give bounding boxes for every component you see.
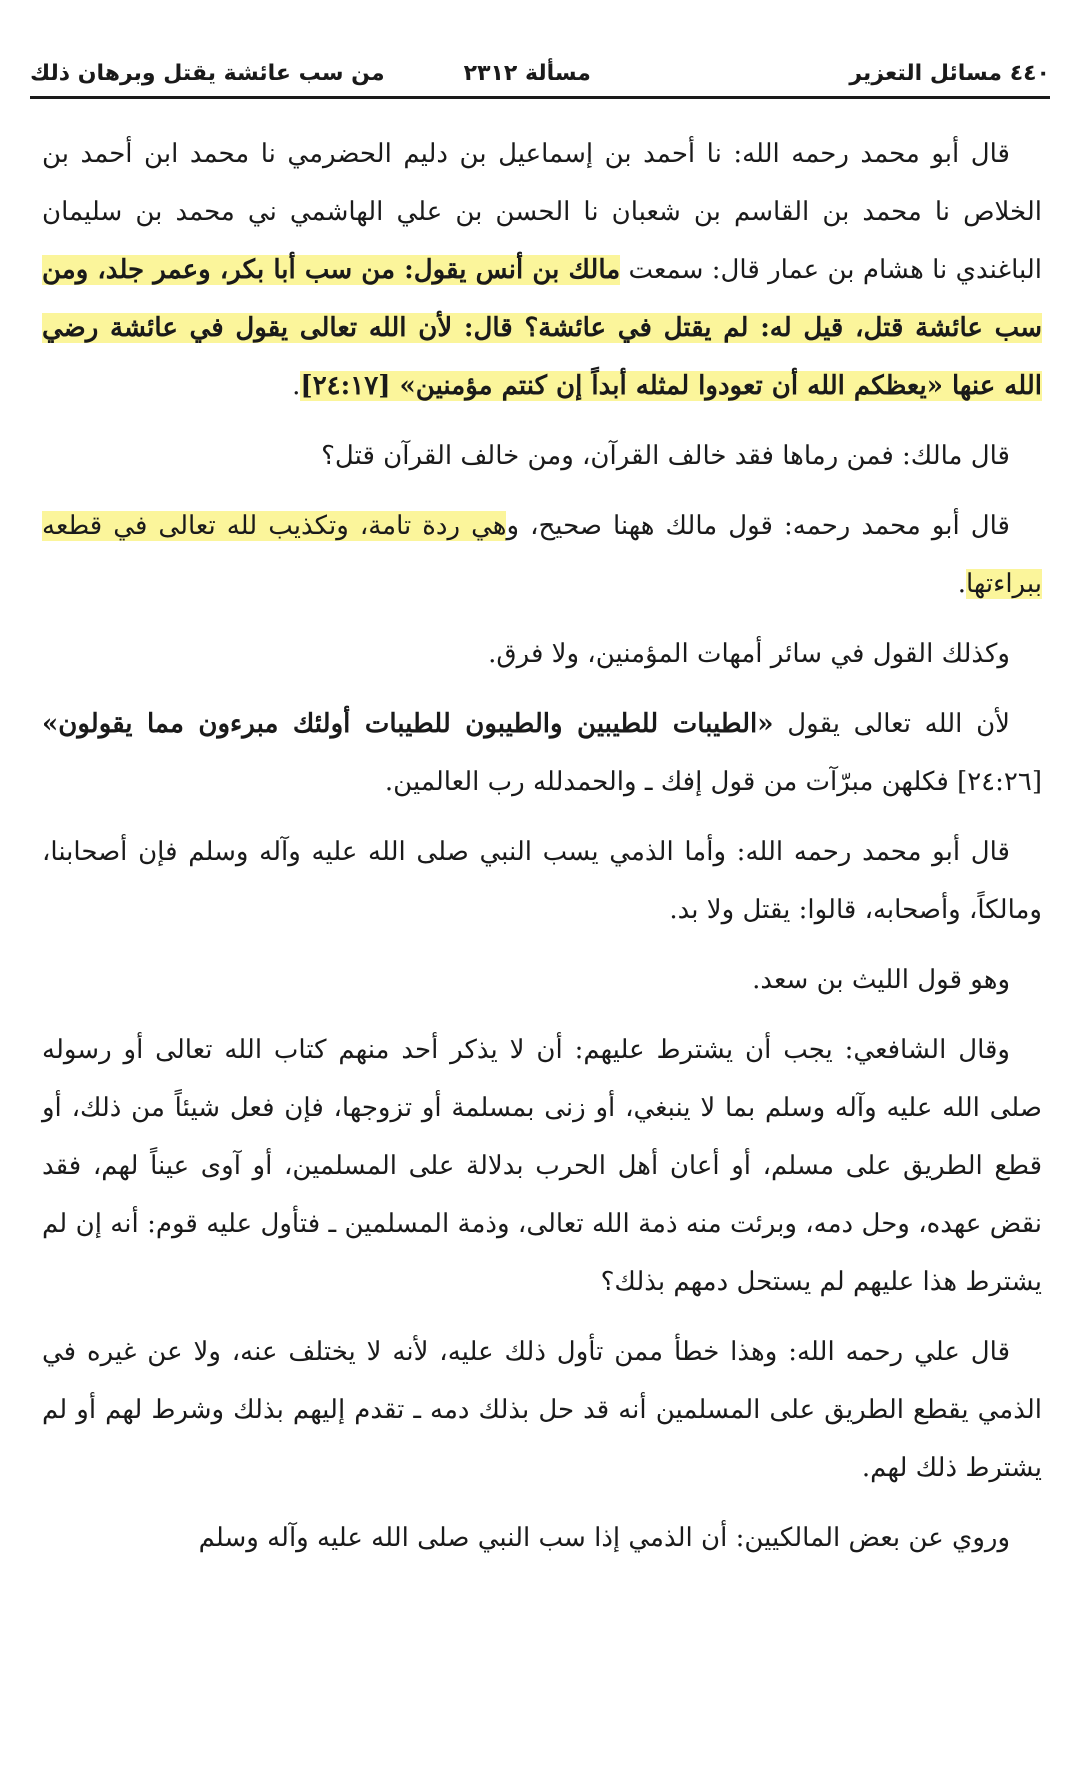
- paragraph-5-rest: [٢٤:٢٦] فكلهن مبرّآت من قول إفك ـ والحمدلله رب العالمين.: [384, 767, 1042, 797]
- paragraph-10: وروي عن بعض المالكيين: أن الذمي إذا سب النبي صلى الله عليه وآله وسلم: [198, 1523, 1010, 1553]
- paragraph-3-end: .: [957, 569, 966, 599]
- header-topic: من سب عائشة يقتل وبرهان ذلك: [30, 60, 385, 86]
- highlighted-quote-malik: مالك بن أنس يقول: من سب أبا بكر، وعمر جلد، ومن سب عائشة قتل، قيل له: لم يقتل في عائشة؟ قال: لأن الله تعالى يقول في عائشة رضي الله عنها «يعظكم الله أن تعودوا لمثله أبداً إن كنتم مؤمنين» [٢٤:١٧]: [42, 255, 1042, 401]
- paragraph-1-text: قال أبو محمد رحمه الله: نا أحمد بن إسماعيل بن دليم الحضرمي نا محمد ابن أحمد بن الخلاص نا محمد بن القاسم بن شعبان نا الحسن بن علي الهاشمي ني محمد بن سليمان الباغندي نا هشام بن عمار قال: سمعت: [42, 139, 1042, 285]
- paragraph-9: قال علي رحمه الله: وهذا خطأ ممن تأول ذلك عليه، لأنه لا يختلف عنه، ولا عن غيره في الذمي يقطع الطريق على المسلمين أنه قد حل بذلك دمه ـ تقدم إليهم بذلك وشرط لهم أو لم يشترط ذلك لهم.: [42, 1337, 1042, 1483]
- paragraph-1-end: .: [292, 371, 301, 401]
- quran-verse: «الطيبات للطيبين والطيبون للطيبات أولئك مبرءون مما يقولون»: [42, 709, 774, 739]
- page-body: [42, 125, 1042, 1579]
- page-header: [30, 50, 1050, 99]
- paragraph-4: وكذلك القول في سائر أمهات المؤمنين، ولا فرق.: [488, 639, 1010, 669]
- paragraph-5: [42, 695, 1042, 811]
- highlighted-ruling: هي ردة تامة، وتكذيب لله تعالى في قطعه ببراءتها: [42, 511, 1042, 599]
- paragraph-7: وهو قول الليث بن سعد.: [752, 965, 1010, 995]
- paragraph-6: قال أبو محمد رحمه الله: وأما الذمي يسب النبي صلى الله عليه وآله وسلم فإن أصحابنا، ومالكاً، وأصحابه، قالوا: يقتل ولا بد.: [42, 837, 1042, 925]
- paragraph-2: قال مالك: فمن رماها فقد خالف القرآن، ومن خالف القرآن قتل؟: [321, 441, 1010, 471]
- paragraph-5-intro: لأن الله تعالى يقول: [773, 709, 1010, 739]
- paragraph-3-text: قال أبو محمد رحمه: قول مالك ههنا صحيح، و: [506, 511, 1010, 541]
- header-page-chapter: ٤٤٠ مسائل التعزير: [849, 60, 1050, 86]
- paragraph-8: وقال الشافعي: يجب أن يشترط عليهم: أن لا يذكر أحد منهم كتاب الله تعالى أو رسوله صلى الله عليه وآله وسلم بما لا ينبغي، أو زنى بمسلمة أو تزوجها، فإن فعل شيئاً من ذلك، أو قطع الطريق على مسلم، أو أعان أهل الحرب بدلالة على المسلمين، أو آوى عيناً لهم، فقد نقض عهده، وحل دمه، وبرئت منه ذمة الله تعالى، وذمة المسلمين ـ فتأول عليه قوم: أنه إن لم يشترط هذا عليهم لم يستحل دمهم بذلك؟: [42, 1035, 1042, 1297]
- paragraph-3: [42, 497, 1042, 613]
- header-issue-number: مسألة ٢٣١٢: [463, 60, 591, 86]
- paragraph-1: [42, 125, 1042, 415]
